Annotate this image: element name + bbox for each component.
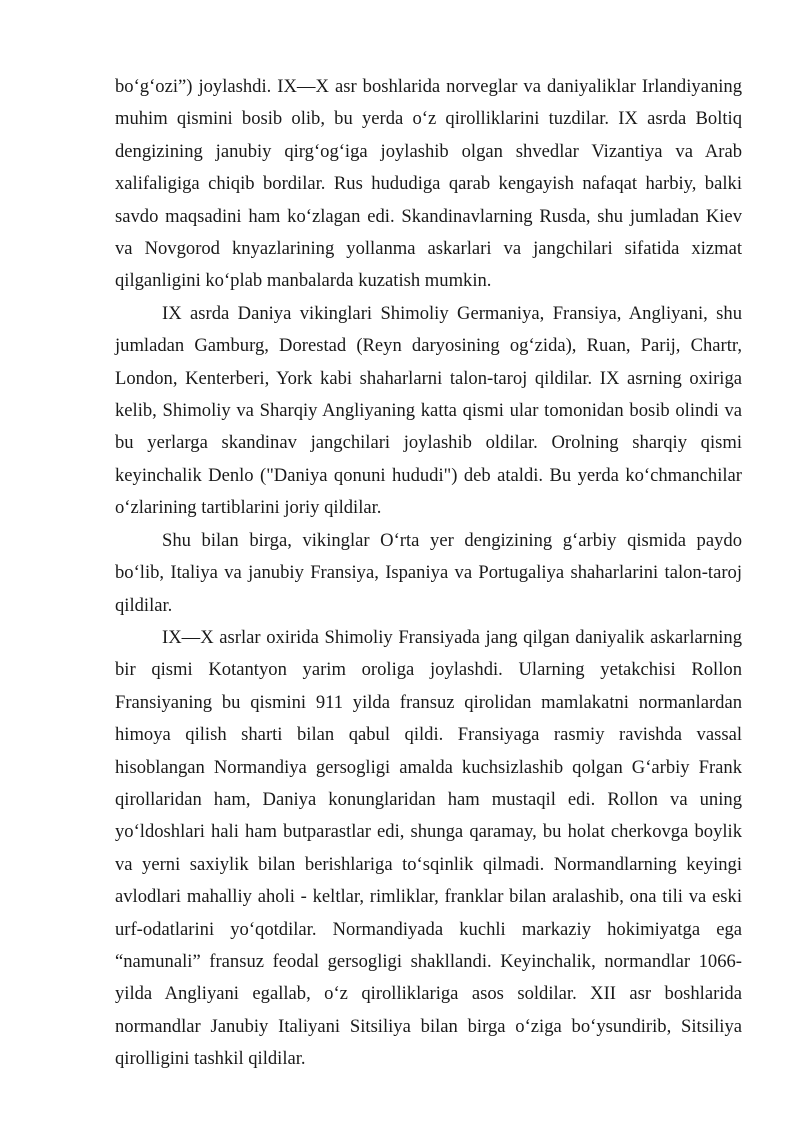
paragraph-mediterranean: Shu bilan birga, vikinglar O‘rta yer dengizining g‘arbiy qismida paydo bo‘lib, Italiya va janubiy Fransiya, Ispaniya va Portugaliya shaharlarini talon-taroj qildilar.	[115, 529, 742, 616]
paragraph-normandy: IX—X asrlar oxirida Shimoliy Fransiyada jang qilgan daniyalik askarlarning bir qismi Kotantyon yarim oroliga joylashdi. Ularning yetakchisi Rollon Fransiyaning bu qismini 911 yilda fransuz qirolidan mamlakatni normanlardan himoya qilish sharti bilan qabul qildi. Fransiyaga rasmiy ravishda vassal hisoblangan Normandiya gersogligi amalda kuchsizlashib qolgan G‘arbiy Frank qirollaridan ham, Daniya konunglaridan ham mustaqil edi. Rollon va uning yo‘ldoshlari hali ham butparastlar edi, shunga qaramay, bu holat cherkovga boylik va yerni saxiylik bilan berishlariga to‘sqinlik qilmadi. Normandlarning keyingi avlodlari mahalliy aholi - keltlar, rimliklar, franklar bilan aralashib, ona tili va eski urf-odatlarini yo‘qotdilar. Normandiyada kuchli markaziy hokimiyatga ega “namunali” fransuz feodal gersogligi shakllandi. Keyinchalik, normandlar 1066-yilda Angliyani egallab, o‘z qirolliklariga asos soldilar. XII asr boshlarida normandlar Janubiy Italiyani Sitsiliya bilan birga o‘ziga bo‘ysundirib, Sitsiliya qirolligini tashkil qildilar.	[115, 626, 742, 1070]
document-body	[115, 71, 742, 1076]
paragraph-continuation: bo‘g‘ozi”) joylashdi. IX—X asr boshlarida norveglar va daniyaliklar Irlandiyaning muhim qismini bosib olib, bu yerda o‘z qirolliklarini tuzdilar. IX asrda Boltiq dengizining janubiy qirg‘og‘iga joylashib olgan shvedlar Vizantiya va Arab xalifaligiga chiqib bordilar. Rus hududiga qarab kengayish nafaqat harbiy, balki savdo maqsadini ham ko‘zlagan edi. Skandinavlarning Rusda, shu jumladan Kiev va Novgorod knyazlarining yollanma askarlari va jangchilari sifatida xizmat qilganligini ko‘plab manbalarda kuzatish mumkin.	[115, 76, 742, 292]
paragraph-danish-vikings: IX asrda Daniya vikinglari Shimoliy Germaniya, Fransiya, Angliyani, shu jumladan Gamburg, Dorestad (Reyn daryosining og‘zida), Ruan, Parij, Chartr, London, Kenterberi, York kabi shaharlarni talon-taroj qildilar. IX asrning oxiriga kelib, Shimoliy va Sharqiy Angliyaning katta qismi ular tomonidan bosib olindi va bu yerlarga skandinav jangchilari joylashib oldilar. Orolning sharqiy qismi keyinchalik Denlo ("Daniya qonuni hududi") deb ataldi. Bu yerda ko‘chmanchilar o‘zlarining tartiblarini joriy qildilar.	[115, 302, 742, 519]
